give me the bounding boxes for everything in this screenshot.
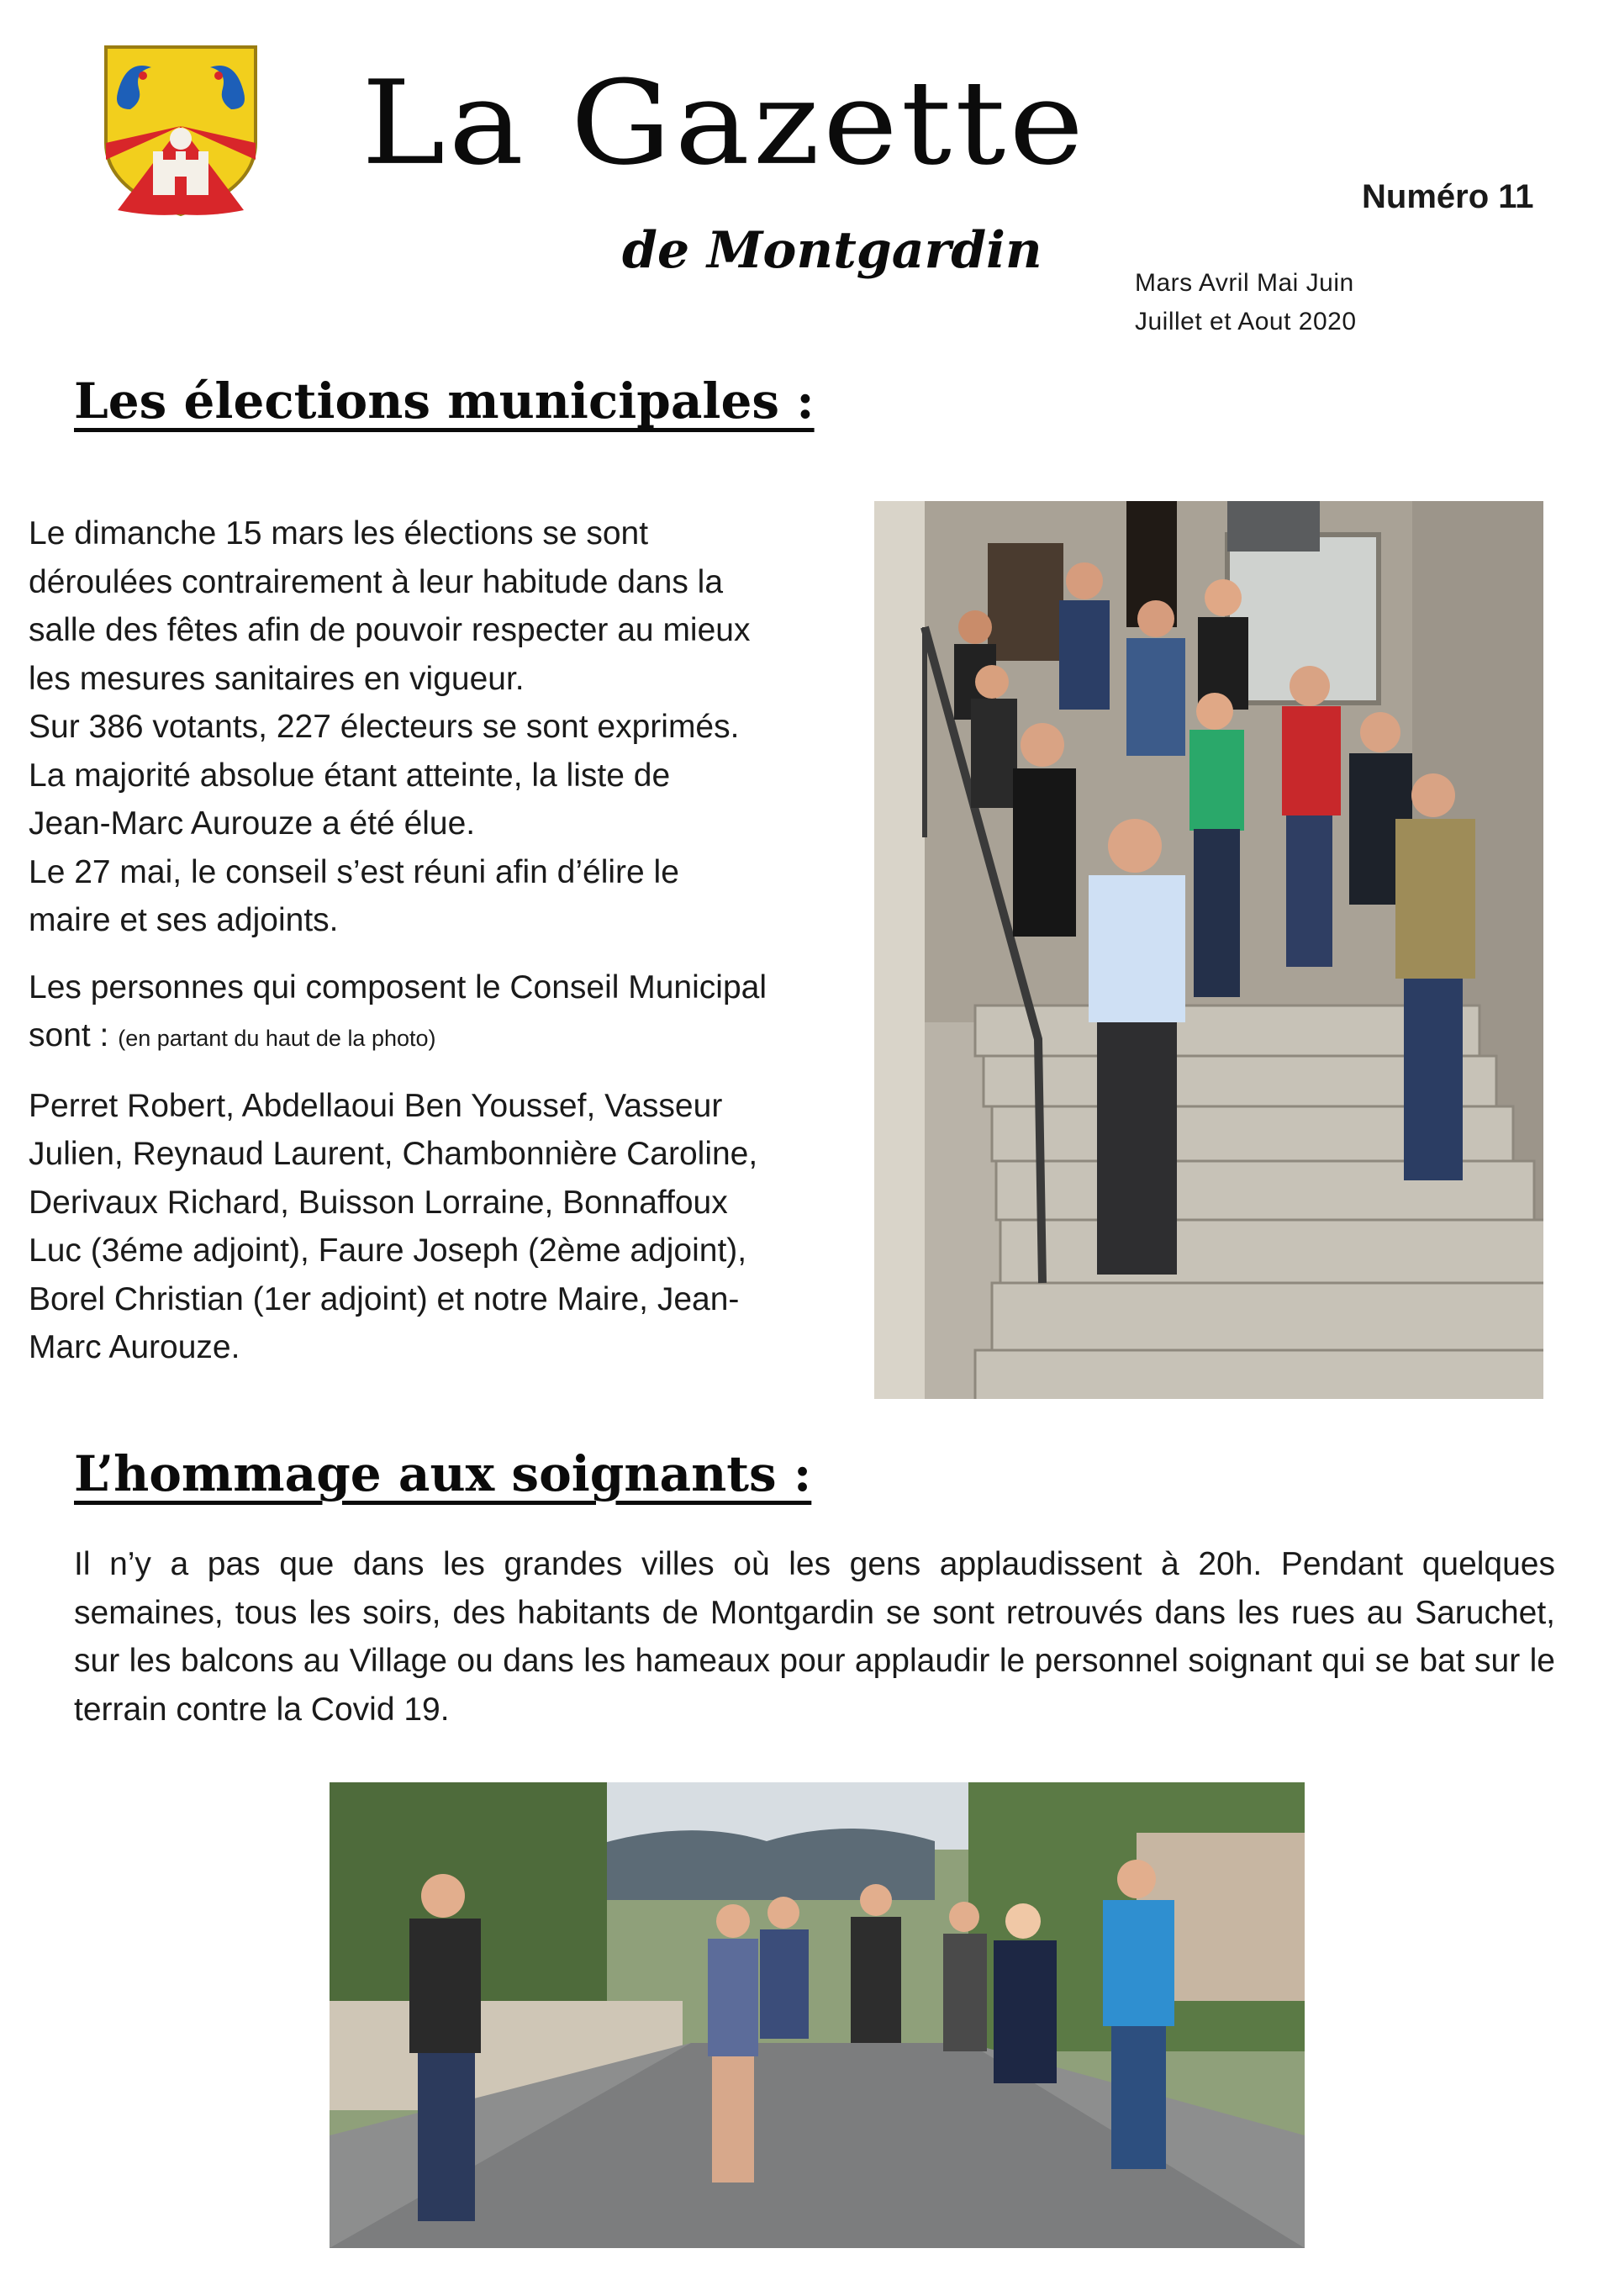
text-line: Le 27 mai, le conseil s’est réuni afin d’élire le: [29, 853, 679, 890]
council-line: Luc (3éme adjoint), Faure Joseph (2ème adjoint),: [29, 1232, 747, 1269]
elections-heading: Les élections municipales :: [74, 372, 815, 430]
text-line: Les personnes qui composent le Conseil Municipal: [29, 969, 767, 1005]
council-line: Julien, Reynaud Laurent, Chambonnière Caroline,: [29, 1136, 758, 1172]
applause-street-photo: [330, 1782, 1305, 2248]
text-line: maire et ses adjoints.: [29, 902, 339, 938]
text-line: Jean-Marc Aurouze a été élue.: [29, 805, 476, 842]
text-line: Sur 386 votants, 227 électeurs se sont exprimés.: [29, 709, 740, 745]
elections-article: [29, 509, 861, 1372]
council-line: Perret Robert, Abdellaoui Ben Youssef, Vasseur: [29, 1087, 723, 1124]
issue-dates-line2: Juillet et Aout 2020: [1135, 308, 1357, 335]
text-line: salle des fêtes afin de pouvoir respecter au mieux: [29, 612, 751, 648]
council-line: Derivaux Richard, Buisson Lorraine, Bonnaffoux: [29, 1184, 728, 1221]
text-line: sont :: [29, 1017, 119, 1053]
text-line: déroulées contrairement à leur habitude dans la: [29, 563, 724, 600]
text-line: La majorité absolue étant atteinte, la liste de: [29, 757, 671, 794]
elections-paragraph-1: [29, 509, 861, 945]
masthead-subtitle: de Montgardin: [622, 221, 1042, 280]
hommage-heading: L’hommage aux soignants :: [74, 1445, 812, 1502]
council-group-photo: [874, 501, 1543, 1399]
hommage-paragraph: Il n’y a pas que dans les grandes villes où les gens applaudissent à 20h. Pendant quelques semaines, tous les soirs, des habitants de Montgardin se sont retrouvés dans les rues au Saruchet, sur les balcons au Village ou dans les hameaux pour applaudir le personnel soignant qui se bat sur le terrain contre la Covid 19.: [74, 1546, 1555, 1728]
coat-of-arms-logo: [101, 42, 261, 219]
council-members-list: [29, 1082, 861, 1372]
issue-number: Numéro 11: [1362, 178, 1534, 215]
text-line: les mesures sanitaires en vigueur.: [29, 660, 525, 697]
text-line: Le dimanche 15 mars les élections se sont: [29, 515, 649, 552]
masthead-title: La Gazette: [361, 55, 1088, 192]
issue-dates-line1: Mars Avril Mai Juin: [1135, 269, 1354, 297]
council-line: Marc Aurouze.: [29, 1329, 240, 1365]
photo-order-note: (en partant du haut de la photo): [118, 1026, 436, 1051]
council-line: Borel Christian (1er adjoint) et notre Maire, Jean-: [29, 1280, 740, 1317]
issue-dates: [1135, 264, 1357, 341]
elections-paragraph-2: [29, 963, 861, 1064]
